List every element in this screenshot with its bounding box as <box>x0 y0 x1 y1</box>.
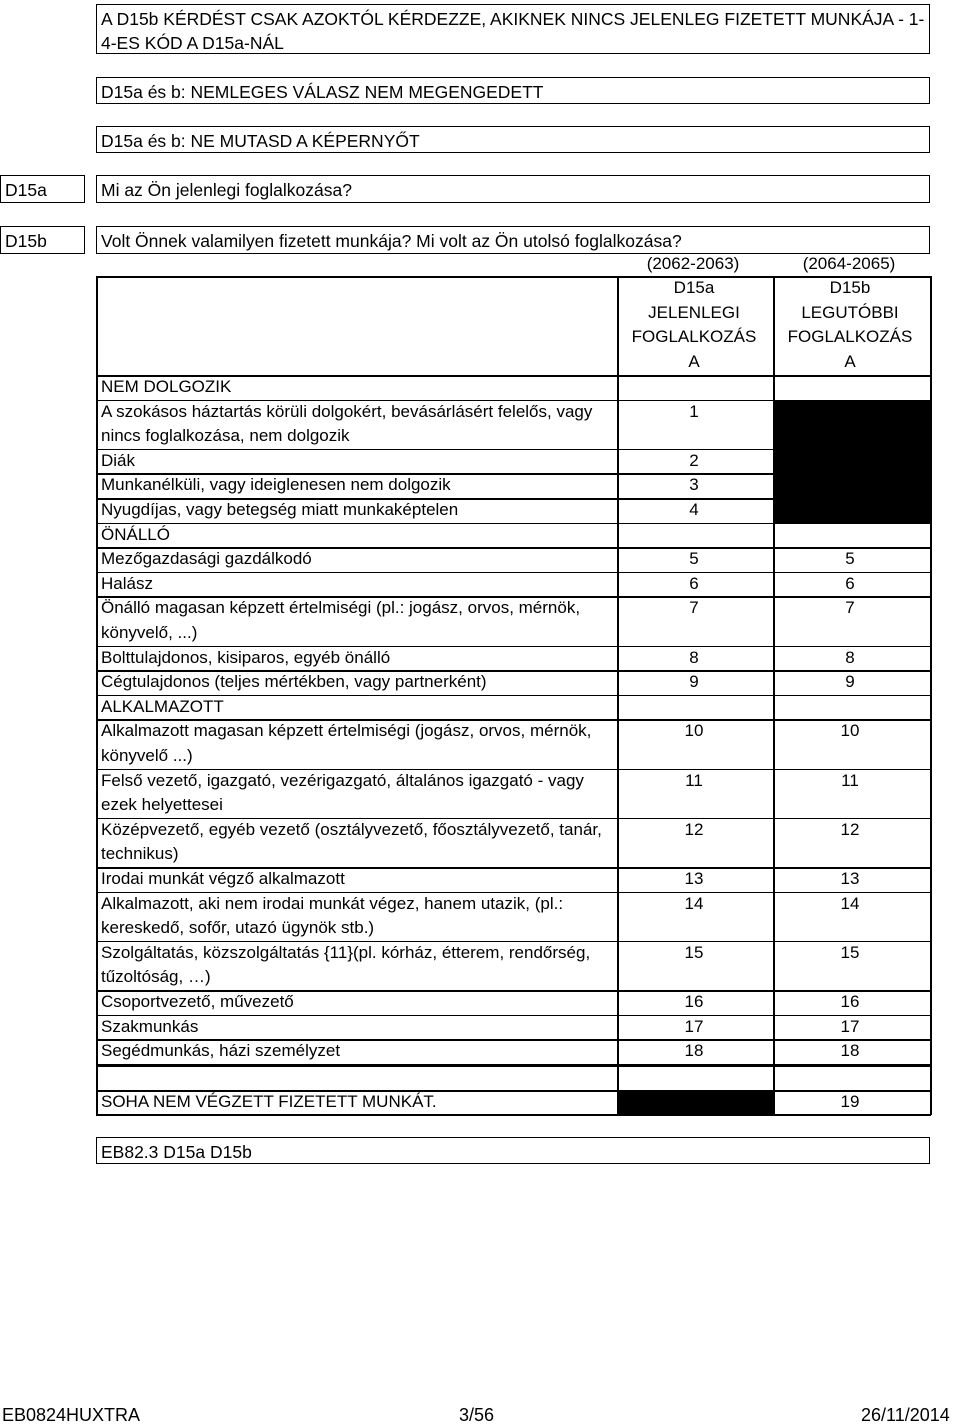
col-a-header-line: JELENLEGI <box>648 302 740 322</box>
col-b-divider <box>773 276 775 1065</box>
row-label: Csoportvezető, művezető <box>101 992 294 1011</box>
row-label: Cégtulajdonos (teljes mértékben, vagy partnerként) <box>101 672 487 692</box>
code-d15a: 14 <box>684 893 704 913</box>
code-d15b: 16 <box>840 992 860 1011</box>
row-label: Alkalmazott magasan képzett értelmiségi (jogász, orvos, mérnök, könyvelő ...) <box>101 721 592 765</box>
code-d15a: 12 <box>684 819 704 839</box>
blacked-cell <box>773 473 931 498</box>
row-label: Önálló magasan képzett értelmiségi (pl.: jogász, orvos, mérnök, könyvelő, ...) <box>101 598 581 642</box>
code-d15a: 3 <box>689 475 699 495</box>
row-label: Diák <box>101 450 136 470</box>
code-d15b: 18 <box>840 1041 860 1061</box>
col-b-header-line: LEGUTÓBBI <box>801 302 899 322</box>
code-d15a: 11 <box>685 770 703 790</box>
never-worked-label: SOHA NEM VÉGZETT FIZETETT MUNKÁT. <box>101 1092 437 1111</box>
code-d15b: 9 <box>845 672 855 692</box>
col-a-divider <box>617 276 619 1065</box>
code-d15a: 6 <box>689 573 699 593</box>
row-label: Középvezető, egyéb vezető (osztályvezető, főosztályvezető, tanár, technikus) <box>101 819 602 864</box>
col-a-header-line: D15a <box>673 278 715 297</box>
code-d15a: 5 <box>689 549 699 569</box>
never-worked-right <box>930 1065 932 1115</box>
code-d15a: 18 <box>684 1041 704 1061</box>
code-d15a: 10 <box>684 721 704 741</box>
question-code-d15b: D15b <box>0 226 85 254</box>
row-label: Bolttulajdonos, kisiparos, egyéb önálló <box>101 647 391 667</box>
col-a-range: (2062-2063) <box>646 254 740 273</box>
col-a-header-line: FOGLALKOZÁS <box>631 327 757 347</box>
section-heading: ALKALMAZOTT <box>101 696 224 716</box>
col-b-header-line: A <box>844 351 856 371</box>
code-d15a: 15 <box>684 942 704 962</box>
code-d15b: 8 <box>845 647 855 667</box>
source-ref-text: EB82.3 D15a D15b <box>101 1142 252 1162</box>
col-b-header-line: FOGLALKOZÁS <box>787 327 913 347</box>
code-d15a: 4 <box>689 500 699 519</box>
question-code-d15a: D15a <box>0 175 85 203</box>
blacked-cell <box>773 400 931 449</box>
section-heading: ÖNÁLLÓ <box>101 524 170 544</box>
table-left-border <box>96 276 98 1065</box>
code-d15b: 10 <box>840 721 860 741</box>
table-right-border <box>930 276 932 1065</box>
col-a-header-line: A <box>688 351 700 371</box>
footer-doc-id: EB0824HUXTRA <box>2 1405 141 1425</box>
row-label: Halász <box>101 573 153 593</box>
code-d15a: 2 <box>689 450 699 470</box>
question-text-d15a: Mi az Ön jelenlegi foglalkozása? <box>96 175 930 203</box>
never-worked-code: 19 <box>840 1092 860 1111</box>
code-d15b: 11 <box>841 770 859 790</box>
code-d15a: 16 <box>684 992 704 1011</box>
code-d15b: 7 <box>845 598 855 618</box>
code-d15a: 8 <box>689 647 699 667</box>
instruction-text-3: D15a és b: NE MUTASD A KÉPERNYŐT <box>101 131 420 151</box>
row-label: Mezőgazdasági gazdálkodó <box>101 549 312 569</box>
footer-date: 26/11/2014 <box>861 1405 950 1425</box>
row-label: Munkanélküli, vagy ideiglenesen nem dolgozik <box>101 475 451 495</box>
instruction-text-2: D15a és b: NEMLEGES VÁLASZ NEM MEGENGEDETT <box>101 82 544 102</box>
row-label: Segédmunkás, házi személyzet <box>101 1041 341 1061</box>
source-ref-box <box>96 1137 930 1164</box>
section-heading: NEM DOLGOZIK <box>101 377 232 396</box>
code-d15b: 13 <box>840 869 860 888</box>
code-d15a: 13 <box>684 869 704 888</box>
question-text-d15b: Volt Önnek valamilyen fizetett munkája? Mi volt az Ön utolsó foglalkozása? <box>96 226 930 254</box>
row-label: Szolgáltatás, közszolgáltatás {11}(pl. kórház, étterem, rendőrség, tűzoltóság, …) <box>101 942 591 987</box>
blacked-cell <box>773 498 931 523</box>
code-d15a: 17 <box>684 1016 704 1036</box>
never-worked-left <box>96 1065 98 1115</box>
code-d15b: 5 <box>845 549 855 569</box>
col-b-range: (2064-2065) <box>802 254 896 273</box>
never-worked-blacked-cell <box>617 1090 774 1114</box>
footer-page-number: 3/56 <box>459 1405 495 1425</box>
code-d15b: 6 <box>845 573 855 593</box>
code-d15a: 9 <box>689 672 699 692</box>
row-label: Irodai munkát végző alkalmazott <box>101 869 345 888</box>
code-d15a: 1 <box>689 401 699 421</box>
code-d15b: 15 <box>840 942 860 962</box>
never-worked-top <box>96 1065 931 1067</box>
row-label: Nyugdíjas, vagy betegség miatt munkaképtelen <box>101 500 459 519</box>
blacked-cell <box>773 449 931 474</box>
col-b-header-line: D15b <box>829 278 871 297</box>
row-label: A szokásos háztartás körüli dolgokért, bevásárlásért felelős, vagy nincs foglalkozása, nem dolgozik <box>101 401 593 446</box>
code-d15b: 14 <box>840 893 860 913</box>
code-d15b: 12 <box>840 819 860 839</box>
row-label: Szakmunkás <box>101 1016 199 1036</box>
code-d15a: 7 <box>689 598 699 618</box>
code-d15b: 17 <box>840 1016 860 1036</box>
instruction-text-1: A D15b KÉRDÉST CSAK AZOKTÓL KÉRDEZZE, AKIKNEK NINCS JELENLEG FIZETETT MUNKÁJA - 1-4-ES KÓD A D15a-NÁL <box>101 9 925 53</box>
row-label: Alkalmazott, aki nem irodai munkát végez, hanem utazik, (pl.: kereskedő, sofőr, utazó ügynök stb.) <box>101 893 564 938</box>
row-label: Felső vezető, igazgató, vezérigazgató, általános igazgató - vagy ezek helyettesei <box>101 770 584 815</box>
